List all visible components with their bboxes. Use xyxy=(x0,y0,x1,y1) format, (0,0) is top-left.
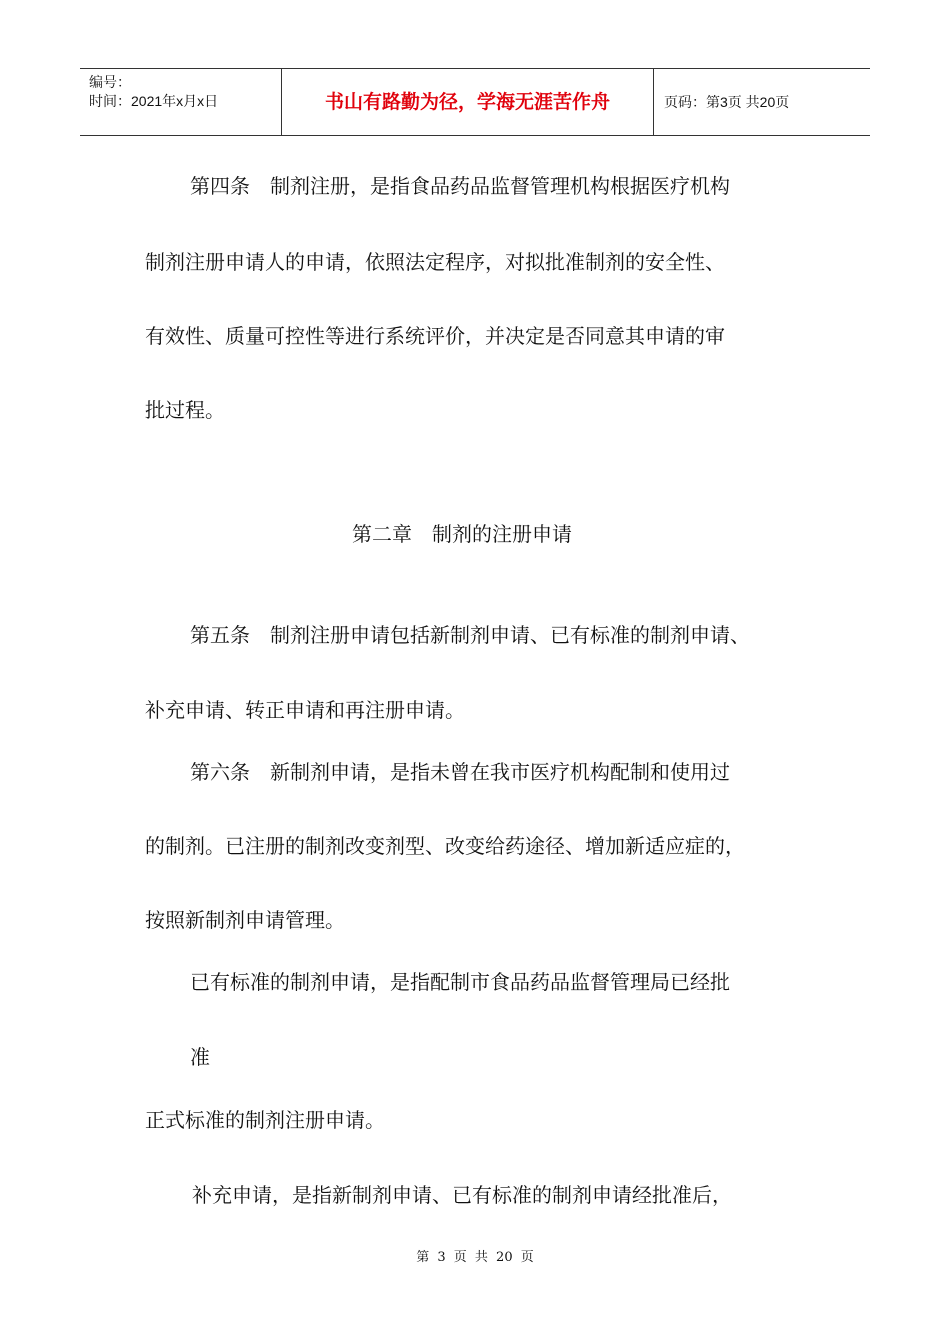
article-4-line-3: 有效性、质量可控性等进行系统评价，并决定是否同意其申请的审 xyxy=(145,324,725,348)
supplementary-application-line-1: 补充申请，是指新制剂申请、已有标准的制剂申请经批准后， xyxy=(192,1183,732,1207)
article-4-line-2: 制剂注册申请人的申请，依照法定程序，对拟批准制剂的安全性、 xyxy=(145,250,725,274)
header-motto: 书山有路勤为径，学海无涯苦作舟 xyxy=(282,69,654,135)
header-meta-cell xyxy=(80,69,282,135)
document-time-label: 时间：2021年x月x日 xyxy=(89,93,219,109)
article-5-line-2: 补充申请、转正申请和再注册申请。 xyxy=(145,698,465,722)
article-6-line-3: 按照新制剂申请管理。 xyxy=(145,908,345,932)
article-4-line-1: 第四条 制剂注册，是指食品药品监督管理机构根据医疗机构 xyxy=(190,174,730,198)
standard-application-line-1: 已有标准的制剂申请，是指配制市食品药品监督管理局已经批 xyxy=(190,970,730,994)
document-number-label: 编号： xyxy=(89,74,131,90)
page-footer: 第 3 页 共 20 页 xyxy=(416,1250,534,1265)
standard-application-line-2: 准 xyxy=(190,1045,210,1069)
article-4-line-4: 批过程。 xyxy=(145,398,225,422)
chapter-2-heading: 第二章 制剂的注册申请 xyxy=(352,522,572,546)
article-6-line-2: 的制剂。已注册的制剂改变剂型、改变给药途径、增加新适应症的， xyxy=(145,834,745,858)
article-5-line-1: 第五条 制剂注册申请包括新制剂申请、已有标准的制剂申请、 xyxy=(190,623,750,647)
document-header xyxy=(80,68,870,136)
standard-application-line-3: 正式标准的制剂注册申请。 xyxy=(145,1108,385,1132)
header-page-info: 页码：第3页 共20页 xyxy=(664,94,790,110)
article-6-line-1: 第六条 新制剂申请，是指未曾在我市医疗机构配制和使用过 xyxy=(190,760,730,784)
